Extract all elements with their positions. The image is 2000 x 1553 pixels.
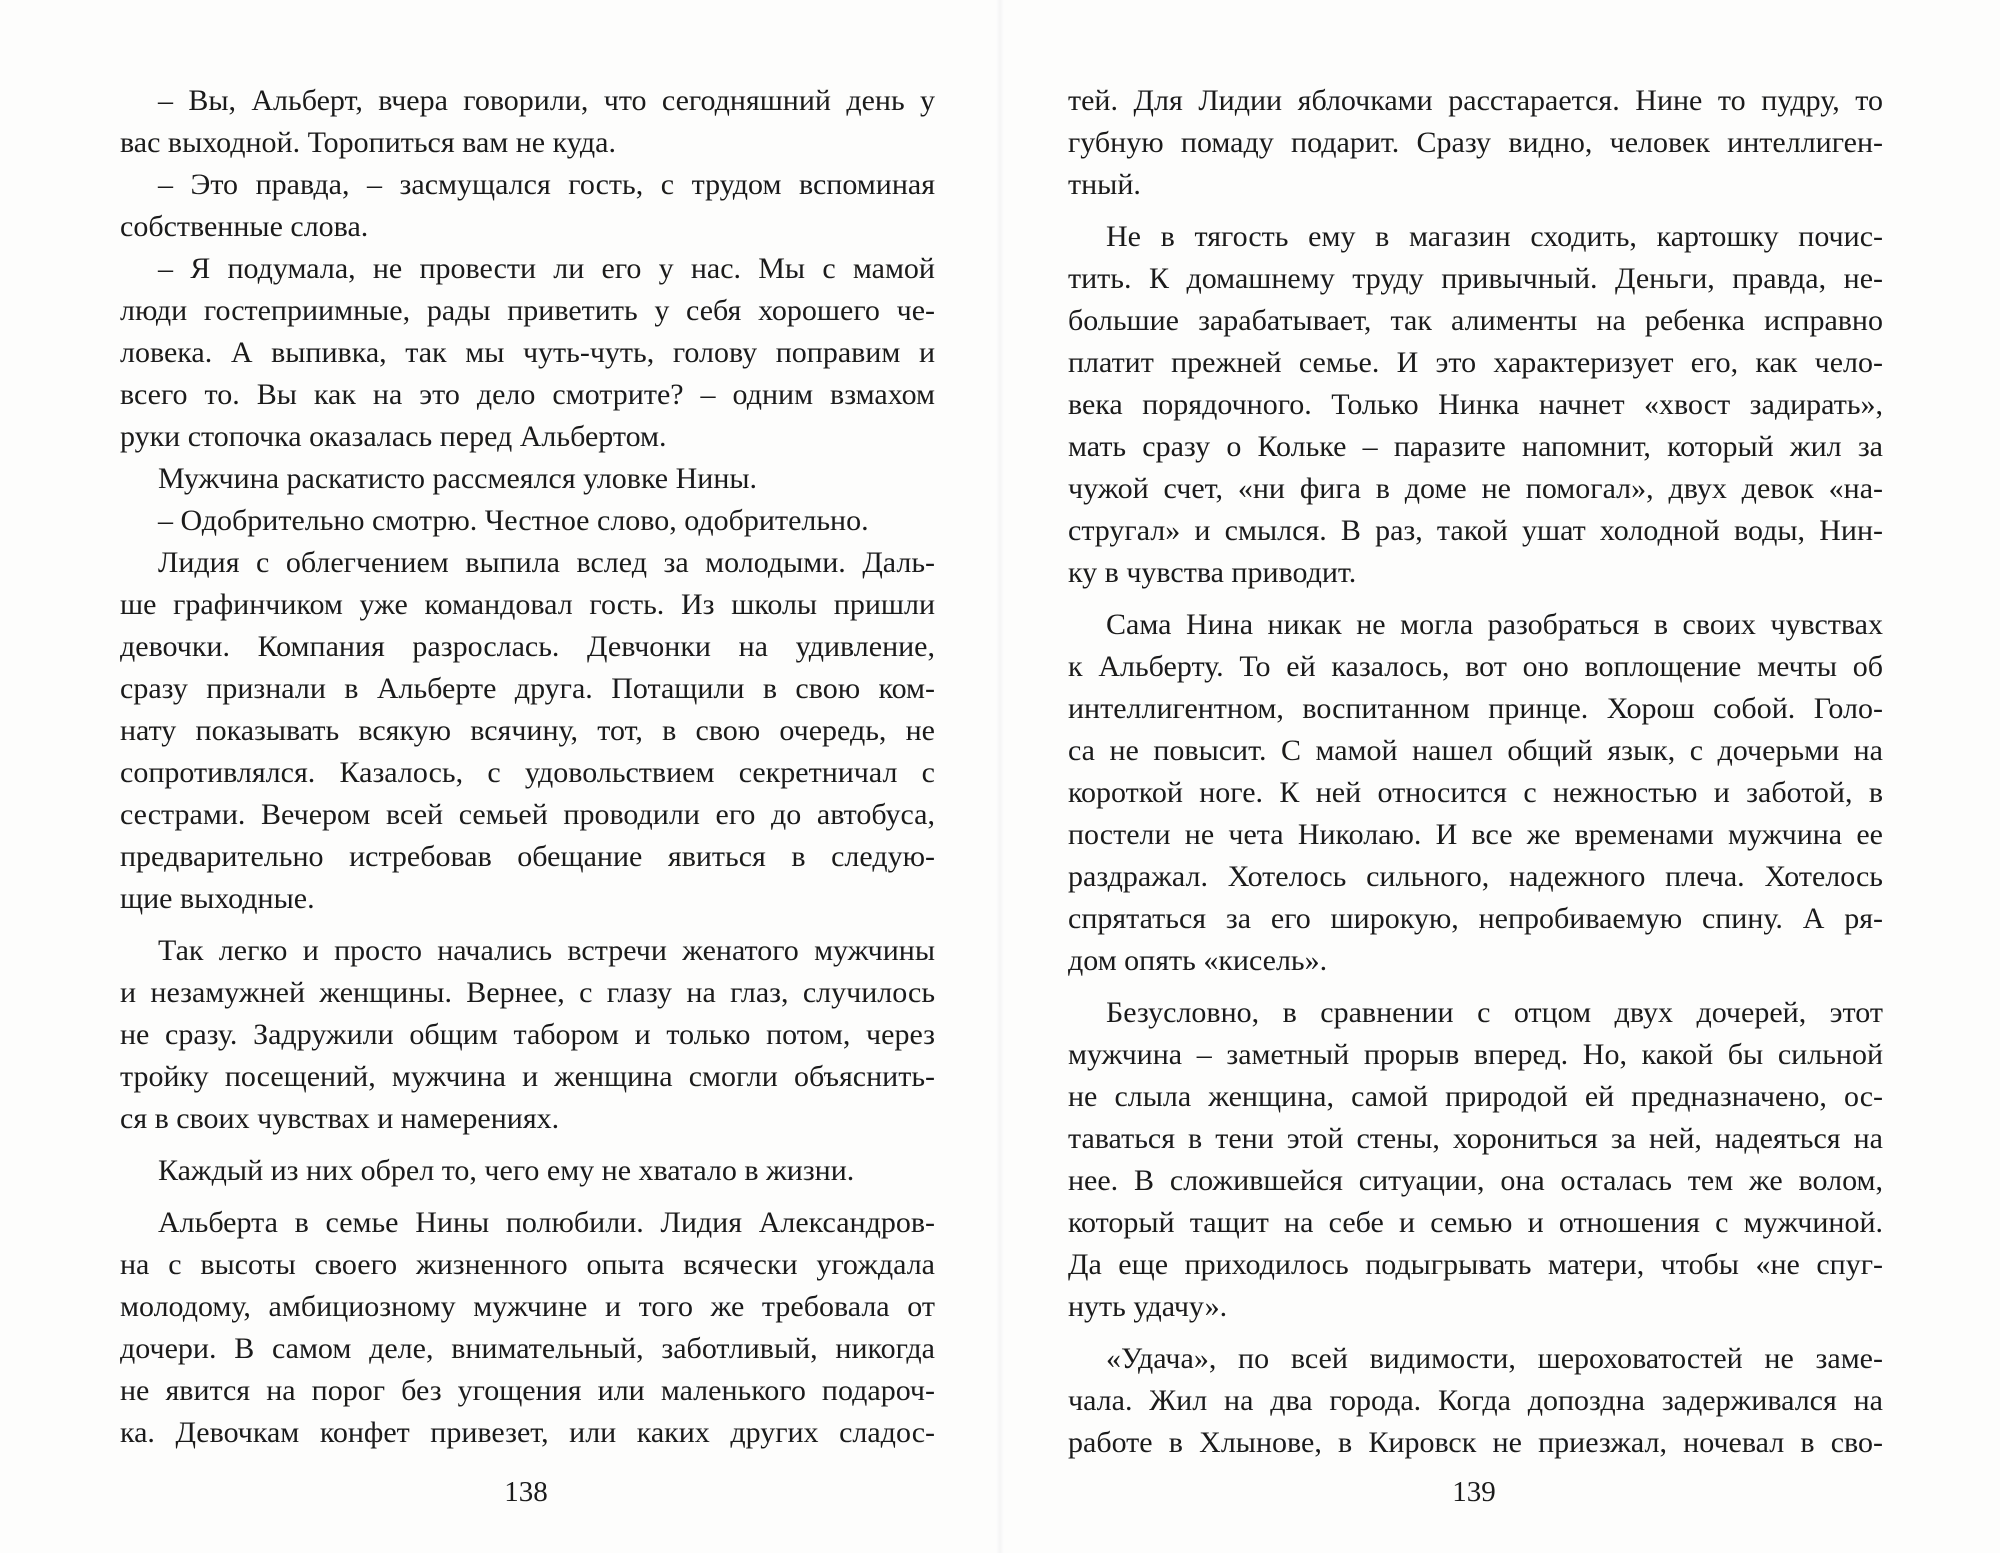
text-line: ше графинчиком уже командовал гость. Из школы пришли <box>120 588 935 621</box>
text-line: платит прежней семье. И это характеризует его, как чело- <box>1068 346 1883 379</box>
text-line: ловека. А выпивка, так мы чуть-чуть, голову поправим и <box>120 336 935 369</box>
text-line: Каждый из них обрел то, чего ему не хватало в жизни. <box>158 1154 855 1187</box>
text-line: тный. <box>1068 168 1141 201</box>
text-line: дом опять «кисель». <box>1068 944 1328 977</box>
text-line: – Одобрительно смотрю. Честное слово, одобрительно. <box>158 504 869 537</box>
text-line: спрятаться за его широкую, непробиваемую спину. А ря- <box>1068 902 1883 935</box>
text-line: Сама Нина никак не могла разобраться в своих чувствах <box>1106 608 1883 641</box>
text-line: который тащит на себе и семью и отношения с мужчиной. <box>1068 1206 1883 1239</box>
text-line: работе в Хлынове, в Кировск не приезжал, ночевал в сво- <box>1068 1426 1883 1459</box>
text-line: чала. Жил на два города. Когда допоздна задерживался на <box>1068 1384 1883 1417</box>
text-line: Альберта в семье Нины полюбили. Лидия Александров- <box>158 1206 935 1239</box>
text-line: на с высоты своего жизненного опыта всячески угождала <box>120 1248 935 1281</box>
text-line: руки стопочка оказалась перед Альбертом. <box>120 420 667 453</box>
text-line: Безусловно, в сравнении с отцом двух дочерей, этот <box>1106 996 1883 1029</box>
text-line: не явится на порог без угощения или маленького подароч- <box>120 1374 935 1407</box>
text-line: Так легко и просто начались встречи женатого мужчины <box>158 934 935 967</box>
text-line: ся в своих чувствах и намерениях. <box>120 1102 560 1135</box>
text-line: стругал» и смылся. В раз, такой ушат холодной воды, Нин- <box>1068 514 1883 547</box>
text-line: постели не чета Николаю. И все же временами мужчина ее <box>1068 818 1883 851</box>
text-line: ка. Девочкам конфет привезет, или каких других сладос- <box>120 1416 935 1449</box>
text-line: мужчина – заметный прорыв вперед. Но, какой бы сильной <box>1068 1038 1883 1071</box>
text-line: дочери. В самом деле, внимательный, заботливый, никогда <box>120 1332 935 1365</box>
text-line: короткой ноге. К ней относится с нежностью и заботой, в <box>1068 776 1883 809</box>
text-line: не сразу. Задружили общим табором и только потом, через <box>120 1018 935 1051</box>
text-line: сестрами. Вечером всей семьей проводили его до автобуса, <box>120 798 935 831</box>
text-line: большие зарабатывает, так алименты на ребенка исправно <box>1068 304 1883 337</box>
text-line: чужой счет, «ни фига в доме не помогал», двух девок «на- <box>1068 472 1883 505</box>
text-line: собственные слова. <box>120 210 369 243</box>
page-number-right: 139 <box>1452 1476 1496 1508</box>
page-number-left: 138 <box>504 1476 548 1508</box>
text-line: люди гостеприимные, рады приветить у себя хорошего че- <box>120 294 935 327</box>
text-line: Лидия с облегчением выпила вслед за молодыми. Даль- <box>158 546 935 579</box>
text-line: – Это правда, – засмущался гость, с трудом вспоминая <box>158 168 935 201</box>
text-line: и незамужней женщины. Вернее, с глазу на глаз, случилось <box>120 976 935 1009</box>
text-line: мать сразу о Кольке – паразите напомнит, который жил за <box>1068 430 1883 463</box>
text-line: века порядочного. Только Нинка начнет «хвост задирать», <box>1068 388 1883 421</box>
text-line: – Я подумала, не провести ли его у нас. Мы с мамой <box>158 252 935 285</box>
text-line: тить. К домашнему труду привычный. Деньги, правда, не- <box>1068 262 1883 295</box>
text-line: сопротивлялся. Казалось, с удовольствием секретничал с <box>120 756 935 789</box>
text-line: к Альберту. То ей казалось, вот оно воплощение мечты об <box>1068 650 1883 683</box>
text-line: вас выходной. Торопиться вам не куда. <box>120 126 616 159</box>
text-line: нуть удачу». <box>1068 1290 1228 1323</box>
text-line: тей. Для Лидии яблочками расстарается. Нине то пудру, то <box>1068 84 1883 117</box>
text-line: ку в чувства приводит. <box>1068 556 1357 589</box>
text-line: Да еще приходилось подыгрывать матери, чтобы «не спуг- <box>1068 1248 1883 1281</box>
text-line: – Вы, Альберт, вчера говорили, что сегодняшний день у <box>158 84 935 117</box>
text-line: са не повысит. С мамой нашел общий язык, с дочерьми на <box>1068 734 1883 767</box>
text-line: сразу признали в Альберте друга. Потащили в свою ком- <box>120 672 935 705</box>
text-line: нее. В сложившейся ситуации, она осталась тем же волом, <box>1068 1164 1883 1197</box>
text-line: «Удача», по всей видимости, шероховатостей не заме- <box>1106 1342 1883 1375</box>
text-line: таваться в тени этой стены, хорониться за ней, надеяться на <box>1068 1122 1883 1155</box>
text-line: интеллигентном, воспитанном принце. Хорош собой. Голо- <box>1068 692 1883 725</box>
text-line: Не в тягость ему в магазин сходить, картошку почис- <box>1106 220 1883 253</box>
text-line: нату показывать всякую всячину, тот, в свою очередь, не <box>120 714 935 747</box>
text-line: не слыла женщина, самой природой ей предназначено, ос- <box>1068 1080 1883 1113</box>
text-line: щие выходные. <box>120 882 315 915</box>
text-line: всего то. Вы как на это дело смотрите? – одним взмахом <box>120 378 935 411</box>
text-line: молодому, амбициозному мужчине и того же требовала от <box>120 1290 935 1323</box>
text-line: раздражал. Хотелось сильного, надежного плеча. Хотелось <box>1068 860 1883 893</box>
text-line: девочки. Компания разрослась. Девчонки на удивление, <box>120 630 935 663</box>
book-gutter <box>996 0 1004 1553</box>
text-line: предварительно истребовав обещание явиться в следую- <box>120 840 935 873</box>
text-line: губную помаду подарит. Сразу видно, человек интеллиген- <box>1068 126 1883 159</box>
text-line: Мужчина раскатисто рассмеялся уловке Нины. <box>158 462 758 495</box>
text-line: тройку посещений, мужчина и женщина смогли объяснить- <box>120 1060 935 1093</box>
